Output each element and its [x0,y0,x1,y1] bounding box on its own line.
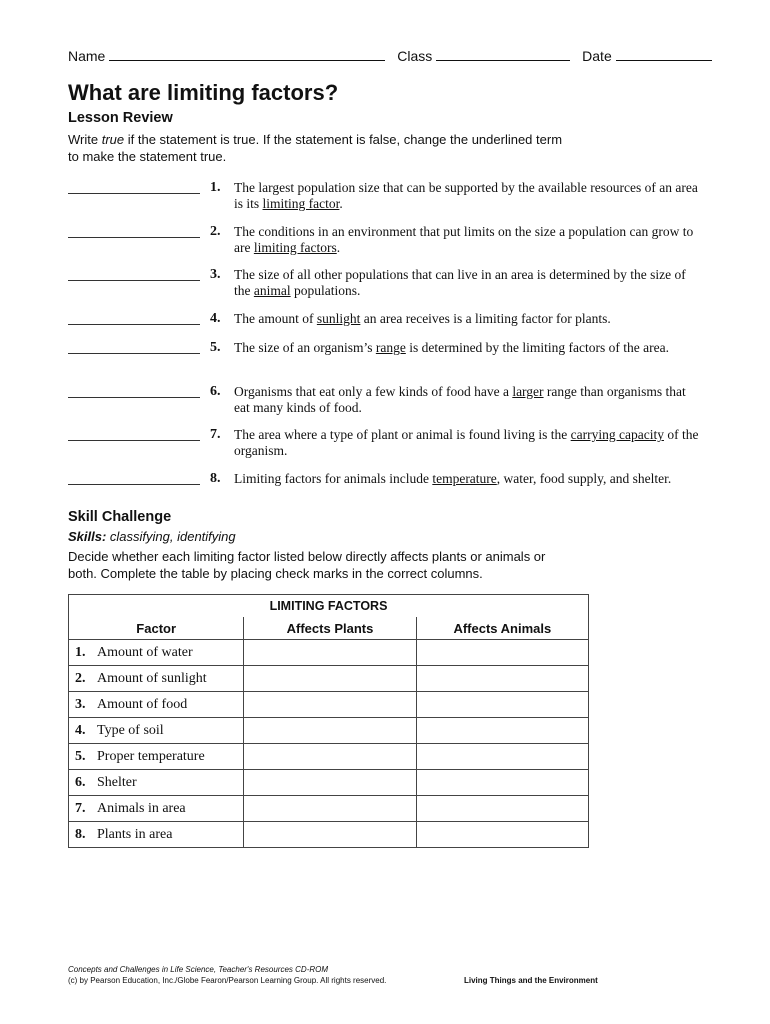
question-text: The amount of sunlight an area receives is a limiting factor for plants. [234,311,611,326]
factor-label: Amount of sunlight [97,670,207,686]
date-field[interactable] [616,47,712,61]
col-header-plants: Affects Plants [244,617,416,640]
question-number: 7. [210,427,221,442]
factor-number: 5. [75,748,86,764]
page-title: What are limiting factors? [68,80,339,105]
answer-blank[interactable] [68,237,200,238]
plants-check-cell[interactable] [244,822,416,848]
footer-unit: Living Things and the Environment [464,976,598,985]
table-row [69,640,589,666]
skill-challenge-instructions: Decide whether each limiting factor listed below directly affects plants or animals or both. Complete the table by placing check marks in the correct columns. [68,549,546,581]
animals-check-cell[interactable] [416,640,588,666]
question-text: The conditions in an environment that put limits on the size a population can grow to are limiting factors. [234,224,694,255]
question-row [68,224,708,258]
underlined-term: sunlight [316,311,361,326]
factor-cell [69,718,244,744]
question-text: The size of all other populations that can live in an area is determined by the size of the animal populations. [234,267,686,298]
question-text: The size of an organism’s range is determined by the limiting factors of the area. [234,340,669,355]
lesson-review-heading: Lesson Review [68,110,173,126]
question-text: Limiting factors for animals include temperature, water, food supply, and shelter. [234,471,672,486]
factor-cell [69,666,244,692]
answer-blank[interactable] [68,353,200,354]
animals-check-cell[interactable] [416,744,588,770]
underlined-term: temperature [432,471,497,486]
underlined-term: range [375,340,406,355]
question-row [68,471,708,505]
factor-label: Amount of food [97,696,188,712]
factor-cell [69,640,244,666]
factor-number: 1. [75,644,86,660]
factor-number: 7. [75,800,86,816]
answer-blank[interactable] [68,324,200,325]
answer-blank[interactable] [68,193,200,194]
table-row [69,770,589,796]
factor-number: 4. [75,722,86,738]
animals-check-cell[interactable] [416,718,588,744]
question-text: Organisms that eat only a few kinds of food have a larger range than organisms that eat many kinds of food. [234,384,686,415]
footer-copyright: (c) by Pearson Education, Inc./Globe Fearon/Pearson Learning Group. All rights reserved. [68,976,387,985]
factor-label: Type of soil [97,722,164,738]
underlined-term: limiting factor [262,196,340,211]
plants-check-cell[interactable] [244,770,416,796]
question-number: 1. [210,180,221,195]
question-row [68,267,708,301]
plants-check-cell[interactable] [244,640,416,666]
animals-check-cell[interactable] [416,692,588,718]
limiting-factors-table [68,594,589,848]
date-label: Date [582,48,612,64]
footer-credits [68,964,386,986]
factor-number: 3. [75,696,86,712]
factor-label: Proper temperature [97,748,205,764]
col-header-factor: Factor [69,617,244,640]
name-field[interactable] [109,47,385,61]
plants-check-cell[interactable] [244,796,416,822]
table-row [69,796,589,822]
underlined-term: carrying capacity [570,427,664,442]
name-label: Name [68,48,106,64]
question-row [68,340,708,374]
lesson-review-instructions: Write true if the statement is true. If the statement is false, change the underlined term to make the statement true. [68,132,563,164]
underlined-term: larger [512,384,544,399]
animals-check-cell[interactable] [416,666,588,692]
plants-check-cell[interactable] [244,692,416,718]
factor-cell [69,770,244,796]
animals-check-cell[interactable] [416,796,588,822]
question-number: 2. [210,224,221,239]
question-number: 4. [210,311,221,326]
factor-number: 8. [75,826,86,842]
table-row [69,666,589,692]
question-text: The largest population size that can be supported by the available resources of an area is its limiting factor. [234,180,698,211]
plants-check-cell[interactable] [244,666,416,692]
factor-cell [69,822,244,848]
skill-challenge-heading: Skill Challenge [68,509,172,525]
class-field[interactable] [436,47,570,61]
question-row [68,384,708,418]
table-row [69,692,589,718]
question-number: 8. [210,471,221,486]
animals-check-cell[interactable] [416,822,588,848]
question-number: 5. [210,340,221,355]
underlined-term: animal [253,283,291,298]
answer-blank[interactable] [68,440,200,441]
question-row [68,427,708,461]
factor-label: Plants in area [97,826,173,842]
table-row [69,744,589,770]
plants-check-cell[interactable] [244,744,416,770]
factor-number: 2. [75,670,86,686]
question-number: 6. [210,384,221,399]
factor-label: Shelter [97,774,137,790]
table-row [69,822,589,848]
answer-blank[interactable] [68,280,200,281]
factor-number: 6. [75,774,86,790]
factor-label: Amount of water [97,644,193,660]
factor-label: Animals in area [97,800,186,816]
answer-blank[interactable] [68,484,200,485]
question-text: The area where a type of plant or animal is found living is the carrying capacity of the organism. [234,427,699,458]
col-header-animals: Affects Animals [416,617,588,640]
animals-check-cell[interactable] [416,770,588,796]
plants-check-cell[interactable] [244,718,416,744]
table-caption: LIMITING FACTORS [69,595,589,618]
factor-cell [69,692,244,718]
underlined-term: limiting factors [253,240,337,255]
answer-blank[interactable] [68,397,200,398]
table-row [69,718,589,744]
factor-cell [69,744,244,770]
question-row [68,180,708,214]
footer-source: Concepts and Challenges in Life Science, Teacher's Resources CD-ROM [68,965,329,974]
header-line [68,47,708,64]
factor-cell [69,796,244,822]
question-number: 3. [210,267,221,282]
class-label: Class [397,48,433,64]
skills-line: Skills: classifying, identifying [68,529,236,544]
